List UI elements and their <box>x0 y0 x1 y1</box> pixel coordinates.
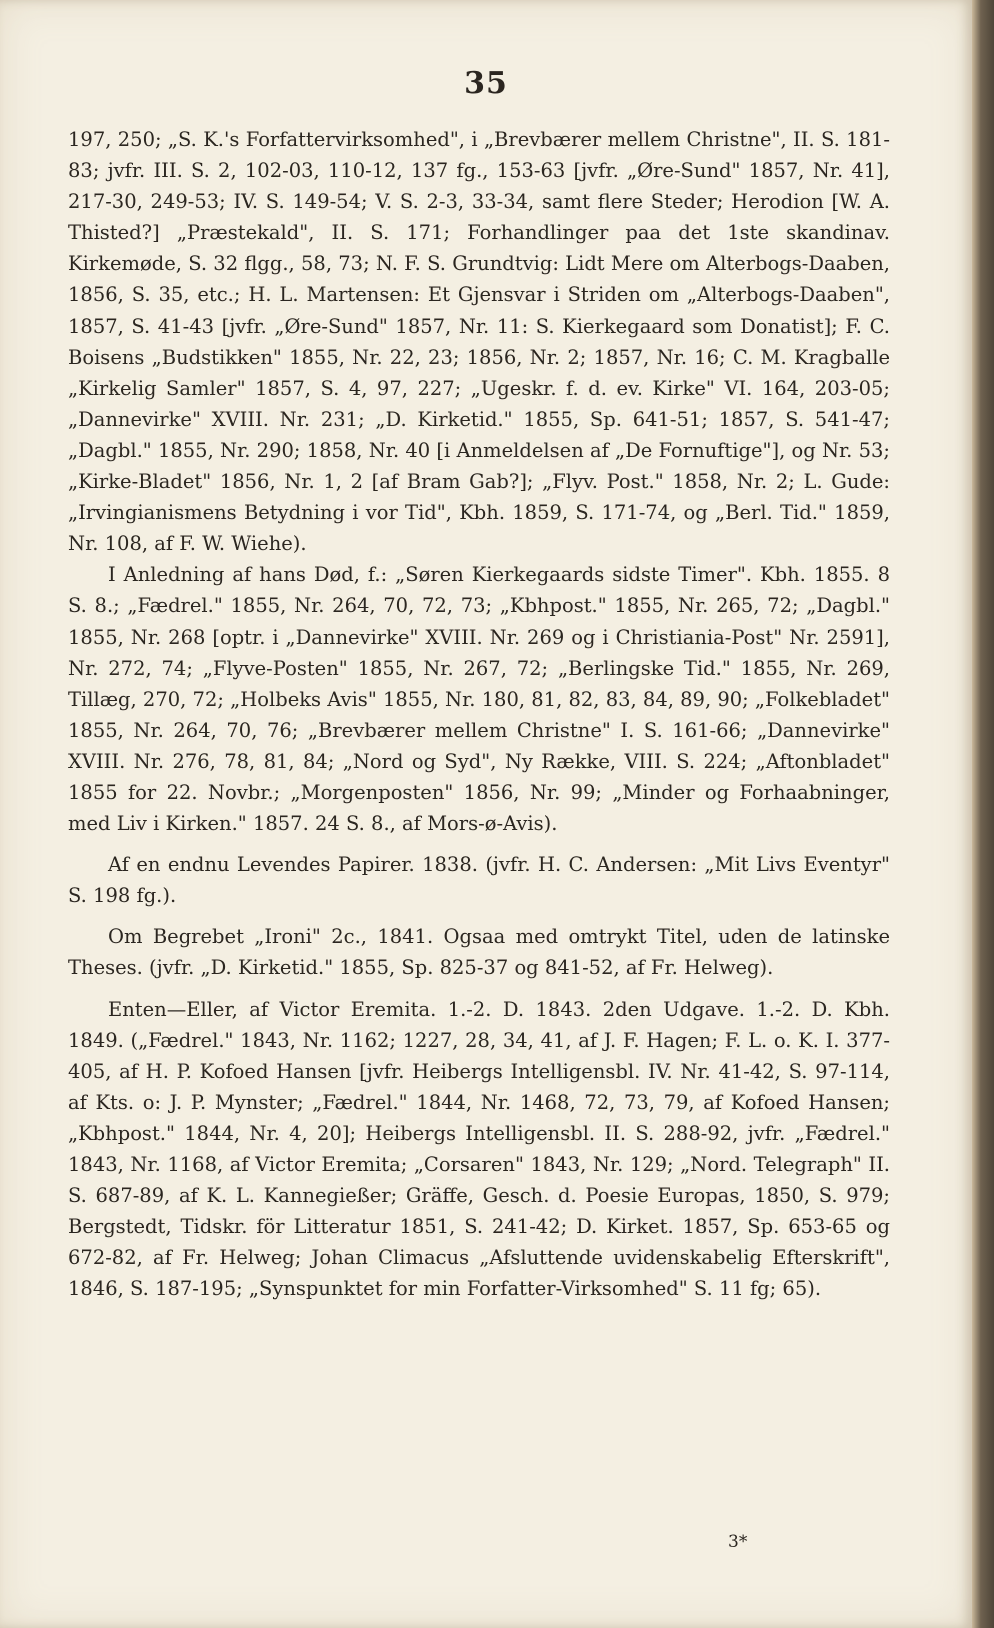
body-text <box>68 124 890 1304</box>
paragraph-either-or: Enten—Eller, af Victor Eremita. 1.-2. D. 1843. 2den Udgave. 1.-2. D. Kbh. 1849. („Fædrel." 1843, Nr. 1162; 1227, 28, 34, 41, af J. F. Hagen; F. L. o. K. I. 377-405, af H. P. Kofoed Hansen [jvfr. Heibergs Intelligensbl. IV. Nr. 41-42, S. 97-114, af Kts. o: J. P. Mynster; „Fædrel." 1844, Nr. 1468, 72, 73, 79, af Kofoed Hansen; „Kbhpost." 1844, Nr. 4, 20]; Heibergs Intelligensbl. II. S. 288-92, jvfr. „Fædrel." 1843, Nr. 1168, af Victor Eremita; „Corsaren" 1843, Nr. 129; „Nord. Telegraph" II. S. 687-89, af K. L. Kannegießer; Gräffe, Gesch. d. Poesie Europas, 1850, S. 979; Bergstedt, Tidskr. för Litteratur 1851, S. 241-42; D. Kirket. 1857, Sp. 653-65 og 672-82, af Fr. Helweg; Johan Climacus „Afsluttende uvidenskabelig Efterskrift", 1846, S. 187-195; „Synspunktet for min Forfatter-Virksomhed" S. 11 fg; 65). <box>68 997 890 1301</box>
page-number: 35 <box>464 66 508 101</box>
paragraph-papers: Af en endnu Levendes Papirer. 1838. (jvfr. H. C. Andersen: „Mit Livs Eventyr" S. 198 fg.). <box>68 853 890 908</box>
paragraph-irony: Om Begrebet „Ironi" 2c., 1841. Ogsaa med omtrykt Titel, uden de latinske Theses. (jvfr. „D. Kirketid." 1855, Sp. 825-37 og 841-52, af Fr. Helweg). <box>68 925 890 980</box>
signature-mark: 3* <box>728 1532 748 1552</box>
paragraph-death: I Anledning af hans Død, f.: „Søren Kierkegaards sidste Timer". Kbh. 1855. 8 S. 8.; „Fædrel." 1855, Nr. 264, 70, 72, 73; „Kbhpost." 1855, Nr. 265, 72; „Dagbl." 1855, Nr. 268 [optr. i „Dannevirke" XVIII. Nr. 269 og i Christiania-Post" Nr. 2591], Nr. 272, 74; „Flyve-Posten" 1855, Nr. 267, 72; „Berlingske Tid." 1855, Nr. 269, Tillæg, 270, 72; „Holbeks Avis" 1855, Nr. 180, 81, 82, 83, 84, 89, 90; „Folkebladet" 1855, Nr. 264, 70, 76; „Brevbærer mellem Christne" I. S. 161-66; „Dannevirke" XVIII. Nr. 276, 78, 81, 84; „Nord og Syd", Ny Række, VIII. S. 224; „Aftonbladet" 1855 for 22. Novbr.; „Morgenposten" 1856, Nr. 99; „Minder og Forhaabninger, med Liv i Kirken." 1857. 24 S. 8., af Mors-ø-Avis). <box>68 563 890 836</box>
paragraph-references: 197, 250; „S. K.'s Forfattervirksomhed", i „Brevbærer mellem Christne", II. S. 181-83; jvfr. III. S. 2, 102-03, 110-12, 137 fg., 153-63 [jvfr. „Øre-Sund" 1857, Nr. 41], 217-30, 249-53; IV. S. 149-54; V. S. 2-3, 33-34, samt flere Steder; Herodion [W. A. Thisted?] „Præstekald", II. S. 171; Forhandlinger paa det 1ste skandinav. Kirkemøde, S. 32 flgg., 58, 73; N. F. S. Grundtvig: Lidt Mere om Alterbogs-Daaben, 1856, S. 35, etc.; H. L. Martensen: Et Gjensvar i Striden om „Alterbogs-Daaben", 1857, S. 41-43 [jvfr. „Øre-Sund" 1857, Nr. 11: S. Kierkegaard som Donatist]; F. C. Boisens „Budstikken" 1855, Nr. 22, 23; 1856, Nr. 2; 1857, Nr. 16; C. M. Kragballe „Kirkelig Samler" 1857, S. 4, 97, 227; „Ugeskr. f. d. ev. Kirke" VI. 164, 203-05; „Dannevirke" XVIII. Nr. 231; „D. Kirketid." 1855, Sp. 641-51; 1857, S. 541-47; „Dagbl." 1855, Nr. 290; 1858, Nr. 40 [i Anmeldelsen af „De Fornuftige"], og Nr. 53; „Kirke-Bladet" 1856, Nr. 1, 2 [af Bram Gab?]; „Flyv. Post." 1858, Nr. 2; L. Gude: „Irvingianismens Betydning i vor Tid", Kbh. 1859, S. 171-74, og „Berl. Tid." 1859, Nr. 108, af F. W. Wiehe). <box>68 128 890 556</box>
page-edge <box>972 0 994 1628</box>
